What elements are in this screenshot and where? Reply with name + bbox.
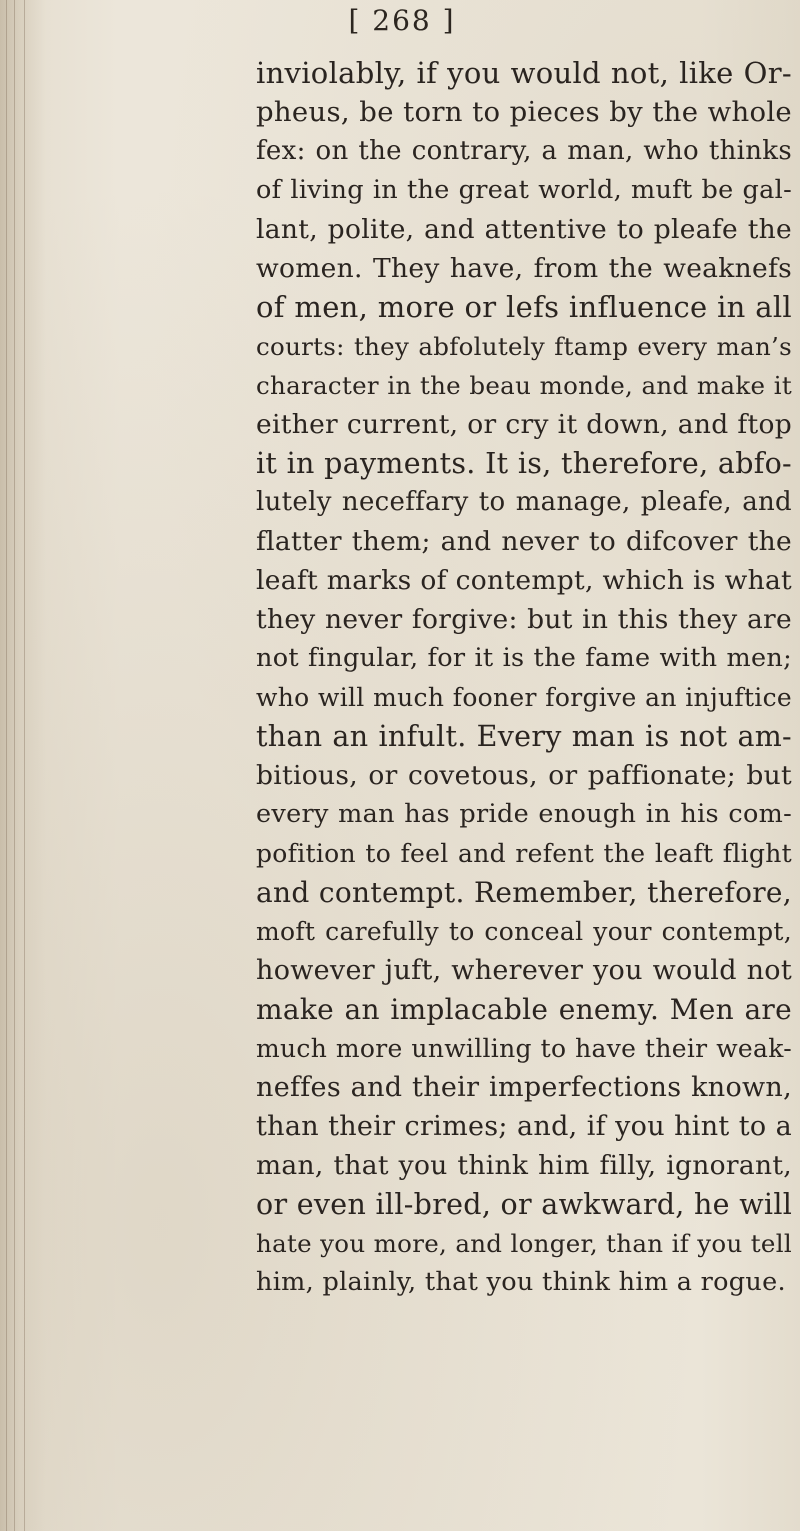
text-line: bitious, or covetous, or paffionate; but <box>256 760 792 791</box>
text-line: moft carefully to conceal your contempt, <box>256 917 792 946</box>
text-line: fex: on the contrary, a man, who thinks <box>256 136 792 166</box>
text-line: lant, polite, and attentive to pleafe the <box>256 214 792 245</box>
text-line: pheus, be torn to pieces by the whole <box>256 96 792 128</box>
text-line: lutely neceffary to manage, pleafe, and <box>256 487 792 517</box>
text-line: character in the beau monde, and make it <box>256 371 792 400</box>
text-line: however juft, wherever you would not <box>256 955 792 986</box>
text-line: courts: they abfolutely ftamp every man’s <box>256 332 792 361</box>
text-line: hate you more, and longer, than if you tell <box>256 1229 792 1258</box>
text-line: neffes and their imperfections known, <box>256 1072 792 1103</box>
text-line: who will much fooner forgive an injuftice <box>256 683 792 712</box>
text-line: or even ill-bred, or awkward, he will <box>256 1188 793 1221</box>
text-line: than their crimes; and, if you hint to a <box>256 1111 792 1142</box>
text-line: man, that you think him filly, ignorant, <box>256 1150 792 1181</box>
text-line: every man has pride enough in his com- <box>256 799 792 829</box>
text-line: they never forgive: but in this they are <box>256 604 792 635</box>
text-line: either current, or cry it down, and ftop <box>256 409 792 440</box>
text-line: leaft marks of contempt, which is what <box>256 565 792 596</box>
gutter-edge-line <box>24 0 25 1531</box>
text-line: of living in the great world, muft be gal- <box>256 175 792 205</box>
text-line: pofition to feel and refent the leaft flight <box>256 839 792 868</box>
text-line: flatter them; and never to difcover the <box>256 526 792 557</box>
text-line: much more unwilling to have their weak- <box>256 1034 792 1063</box>
gutter-edge-line <box>6 0 7 1531</box>
text-line: it in payments. It is, therefore, abfo- <box>256 447 792 480</box>
text-line: of men, more or lefs influence in all <box>256 290 792 324</box>
text-line: women. They have, from the weaknefs <box>256 253 792 284</box>
page-number-header: [ 268 ] <box>348 4 456 37</box>
gutter-edge-line <box>14 0 15 1531</box>
text-line: than an infult. Every man is not am- <box>256 720 792 753</box>
text-line: not fingular, for it is the fame with men; <box>256 643 792 673</box>
text-line: him, plainly, that you think him a rogue. <box>256 1267 786 1297</box>
text-line: make an implacable enemy. Men are <box>256 993 792 1026</box>
text-line: and contempt. Remember, therefore, <box>256 876 792 909</box>
text-line: inviolably, if you would not, like Or- <box>256 56 792 90</box>
